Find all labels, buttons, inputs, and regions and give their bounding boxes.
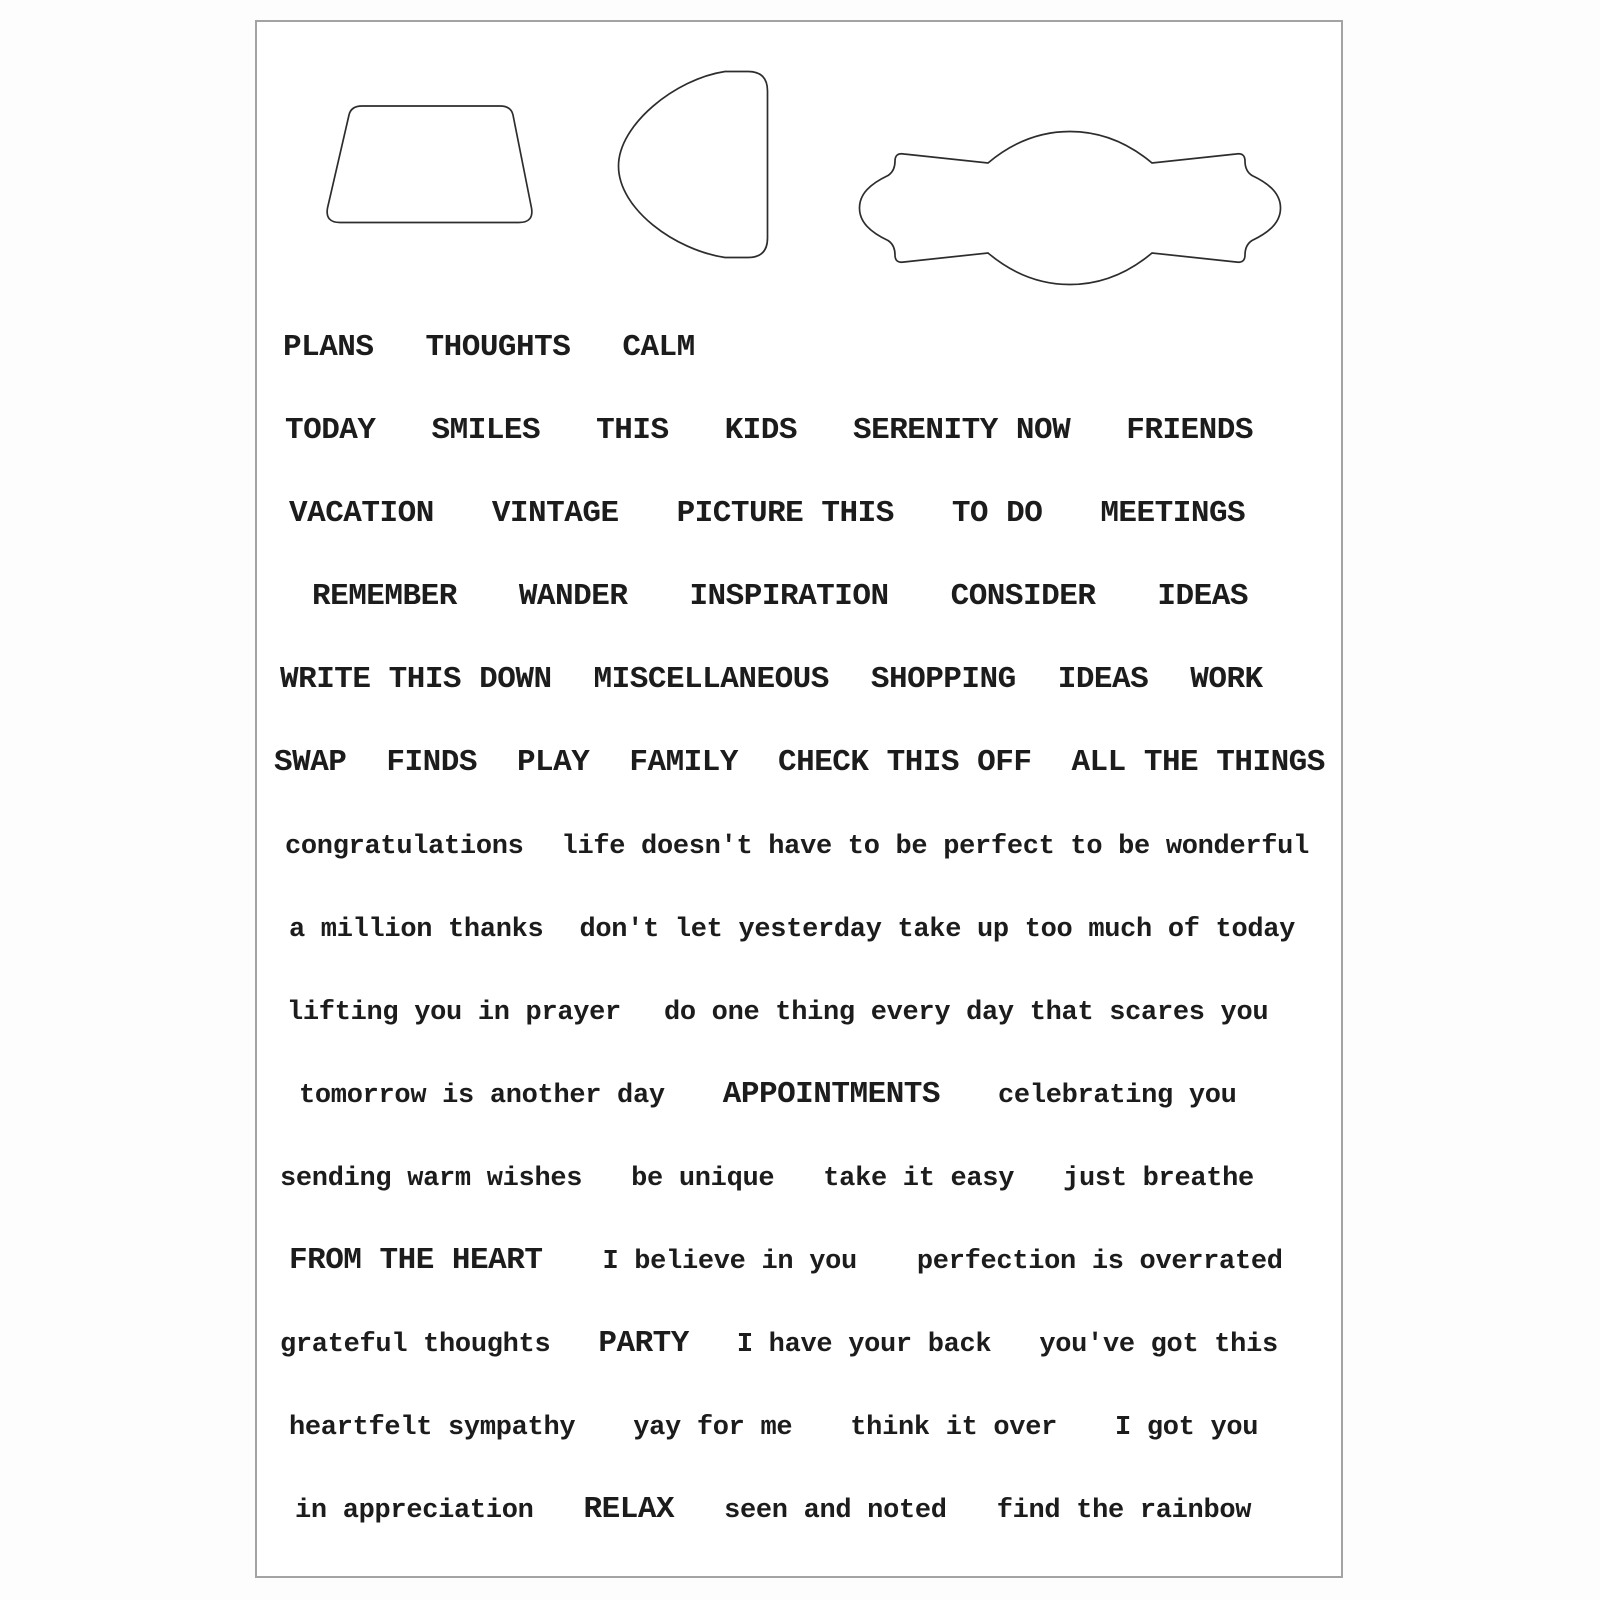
stamp-word: WANDER [518, 579, 628, 614]
stamp-word: WORK [1190, 662, 1263, 697]
stamp-word: VACATION [289, 496, 434, 531]
stamp-word: FROM THE HEART [289, 1243, 543, 1278]
stamp-word: FAMILY [629, 745, 738, 780]
half-round-icon [617, 70, 769, 259]
stamp-row [257, 721, 1341, 804]
trapezoid-outline-shape [324, 105, 535, 224]
stamp-row [257, 1302, 1341, 1385]
stamp-word: lifting you in prayer [287, 998, 621, 1028]
stamp-word: I have your back [736, 1330, 992, 1360]
stamp-word: ALL THE THINGS [1071, 745, 1325, 780]
stamp-word: PARTY [598, 1326, 689, 1361]
stamp-word: SWAP [274, 745, 347, 780]
stamp-row [257, 887, 1341, 970]
stamp-word: CONSIDER [950, 579, 1096, 614]
stamp-word: a million thanks [289, 915, 544, 945]
stamp-word: life doesn't have to be perfect to be wonderful [561, 832, 1309, 862]
stamp-word: I got you [1115, 1413, 1259, 1443]
stamp-word: CHECK THIS OFF [777, 745, 1032, 780]
stamp-word: grateful thoughts [280, 1330, 551, 1360]
stamp-word: don't let yesterday take up too much of today [579, 915, 1296, 945]
stamp-row [257, 1219, 1341, 1302]
stamp-row [257, 306, 1341, 389]
stamp-word: THOUGHTS [425, 330, 571, 365]
stamp-word: RELAX [583, 1492, 675, 1527]
stamp-row [257, 970, 1341, 1053]
stamp-word: KIDS [724, 413, 797, 448]
stamp-word: take it easy [823, 1164, 1015, 1194]
stamp-word: just breathe [1063, 1164, 1254, 1194]
stamp-word: seen and noted [724, 1496, 947, 1526]
stamp-word: do one thing every day that scares you [663, 998, 1269, 1028]
stamp-word: TO DO [951, 496, 1043, 531]
stamp-word: find the rainbow [996, 1496, 1252, 1526]
stamp-row [257, 1053, 1341, 1136]
stamp-word: be unique [631, 1164, 775, 1194]
decorative-label-outline-shape [858, 130, 1282, 286]
stamp-word: celebrating you [998, 1081, 1237, 1111]
stamp-row [257, 638, 1341, 721]
stamp-word: PICTURE THIS [676, 496, 894, 531]
trapezoid-icon [324, 105, 535, 224]
stamp-word-rows [257, 306, 1341, 1551]
stamp-row [257, 555, 1341, 638]
stamp-word: THIS [596, 413, 669, 448]
stamp-word: WRITE THIS DOWN [280, 662, 552, 697]
stamp-word: tomorrow is another day [299, 1081, 665, 1111]
stamp-word: MISCELLANEOUS [593, 662, 829, 697]
stamp-word: SERENITY NOW [852, 413, 1071, 448]
stamp-row [257, 389, 1341, 472]
stamp-word: congratulations [285, 832, 524, 862]
stamp-word: REMEMBER [312, 579, 457, 614]
stamp-row [257, 1136, 1341, 1219]
stamp-word: PLANS [283, 330, 374, 365]
stamp-word: sending warm wishes [280, 1164, 583, 1194]
stamp-word: INSPIRATION [689, 579, 889, 614]
stamp-word: you've got this [1039, 1330, 1278, 1360]
decorative-label-icon [858, 130, 1282, 286]
stamp-word: FINDS [386, 745, 477, 780]
stamp-word: TODAY [285, 413, 376, 448]
stamp-sheet [255, 20, 1343, 1578]
stamp-word: perfection is overrated [916, 1247, 1283, 1277]
stamp-word: think it over [850, 1413, 1058, 1443]
stamp-word: VINTAGE [491, 496, 619, 531]
stamp-row [257, 1468, 1341, 1551]
stamp-row [257, 1385, 1341, 1468]
stamp-word: PLAY [516, 745, 590, 780]
stamp-word: IDEAS [1157, 579, 1248, 614]
stamp-word: heartfelt sympathy [289, 1413, 576, 1443]
stamp-word: FRIENDS [1126, 413, 1253, 448]
stamp-word: MEETINGS [1100, 496, 1246, 531]
stamp-word: SMILES [431, 413, 541, 448]
stamp-row [257, 804, 1341, 887]
stamp-word: APPOINTMENTS [722, 1077, 941, 1112]
stamp-word: CALM [622, 330, 695, 365]
stamp-word: yay for me [633, 1413, 793, 1443]
stamp-word: IDEAS [1057, 662, 1149, 697]
stamp-row [257, 472, 1341, 555]
stamp-word: SHOPPING [870, 662, 1016, 697]
half-round-outline-shape [617, 70, 769, 259]
stamp-word: in appreciation [295, 1496, 534, 1526]
stamp-word: I believe in you [602, 1247, 857, 1277]
